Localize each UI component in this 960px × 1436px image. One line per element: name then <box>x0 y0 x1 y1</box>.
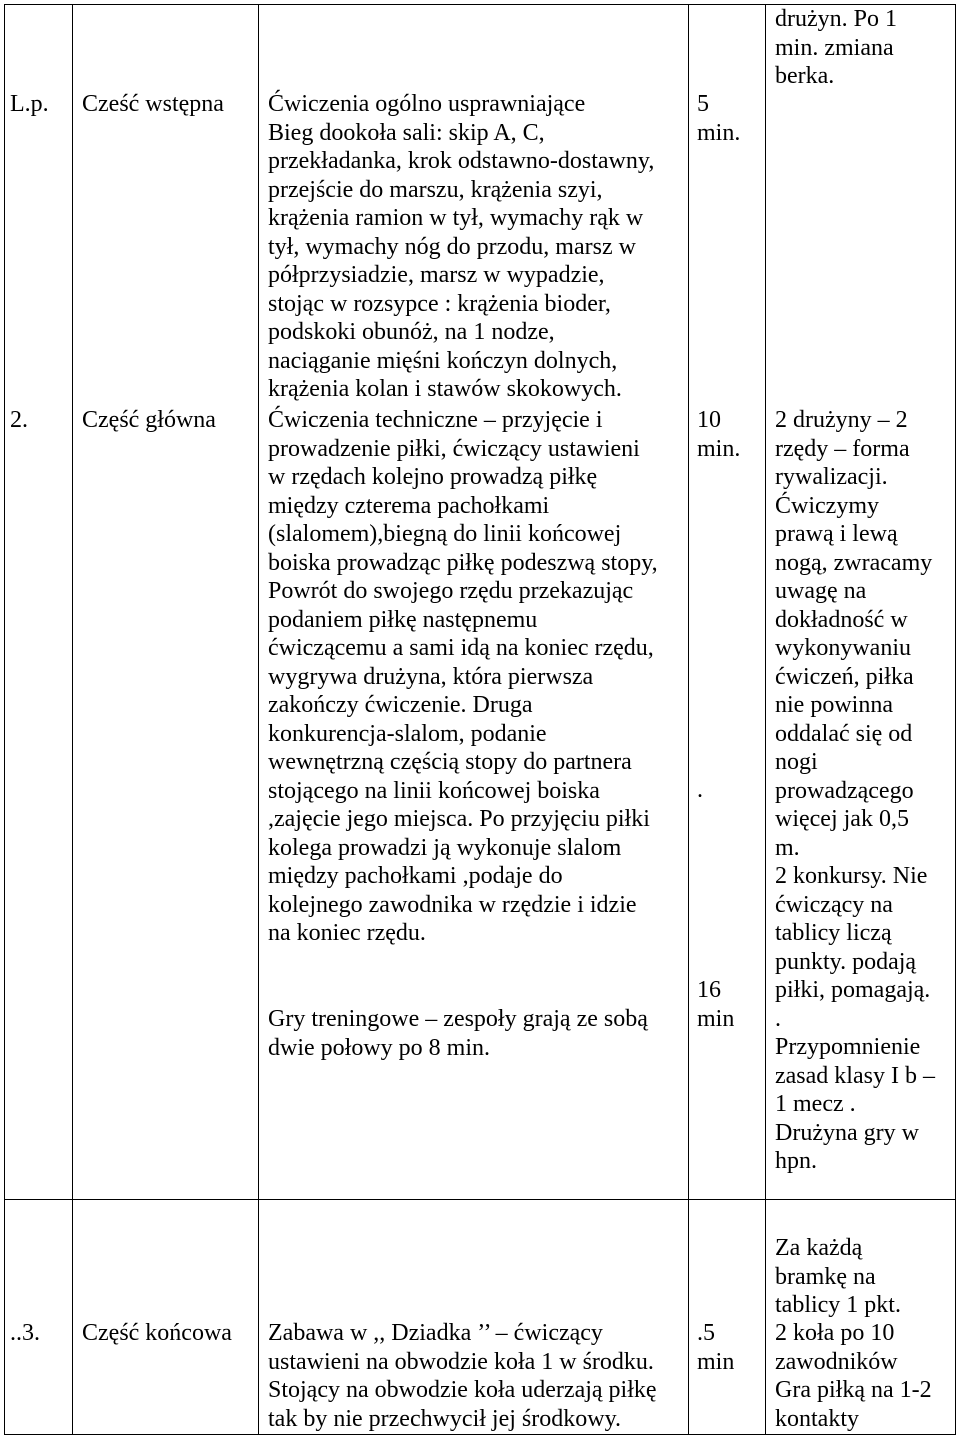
section-number: L.p. <box>10 91 49 117</box>
text-line: ćwiczącemu a sami idą na koniec rzędu, <box>268 635 654 661</box>
text-line: min. zmiana <box>775 34 894 61</box>
text-line: uwagę na <box>775 578 867 604</box>
text-line: Drużyna gry w <box>775 1119 919 1146</box>
notes-cell <box>775 1319 932 1433</box>
text-line: min <box>697 1348 735 1375</box>
text-line: wykonywaniu <box>775 635 911 661</box>
text-line: między czterema pachołkami <box>268 492 550 519</box>
text-line: nie powinna <box>775 692 893 718</box>
column-divider <box>688 4 689 1434</box>
text-line: . <box>775 1005 781 1032</box>
notes-carryover <box>775 5 897 91</box>
text-line: 16 <box>697 977 721 1003</box>
text-line: ustawieni na obwodzie koła 1 w środku. <box>268 1348 654 1375</box>
text-line: drużyn. Po 1 <box>775 6 897 32</box>
text-line: punkty. podają <box>775 948 917 975</box>
text-line: więcej jak 0,5 <box>775 806 909 832</box>
text-line: kolega prowadzi ją wykonuje slalom <box>268 834 622 861</box>
text-line: zakończy ćwiczenie. Druga <box>268 692 533 718</box>
text-line: 1 mecz . <box>775 1091 856 1117</box>
text-line: Stojący na obwodzie koła uderzają piłkę <box>268 1377 657 1403</box>
section-name: Część główna <box>82 407 216 433</box>
text-line: Ćwiczenia techniczne – przyjęcie i <box>268 407 603 433</box>
text-line: boiska prowadząc piłkę podeszwą stopy, <box>268 549 658 576</box>
exercise-description <box>268 406 658 948</box>
text-line: ćwiczeń, piłka <box>775 663 914 690</box>
text-line: tablicy 1 pkt. <box>775 1292 901 1318</box>
text-line: tak by nie przechwycił jej środkowy. <box>268 1405 622 1432</box>
text-line: m. <box>775 834 800 861</box>
text-line: min. <box>697 119 741 146</box>
text-line: naciąganie mięśni kończyn dolnych, <box>268 347 618 374</box>
text-line: prowadzenie piłki, ćwiczący ustawieni <box>268 435 640 462</box>
text-line: kolejnego zawodnika w rzędzie i idzie <box>268 891 637 918</box>
text-line: na koniec rzędu. <box>268 920 426 946</box>
text-line: min. <box>697 435 741 462</box>
text-line: 2 drużyny – 2 <box>775 407 908 433</box>
text-line: Powrót do swojego rzędu przekazując <box>268 578 634 604</box>
text-line: ćwiczący na <box>775 891 893 918</box>
text-line: min <box>697 1005 735 1032</box>
text-line: Ćwiczymy <box>775 492 879 519</box>
notes-continued <box>775 1234 901 1320</box>
text-line: Bieg dookoła sali: skip A, C, <box>268 119 545 146</box>
text-line: stojąc w rozsypce : krążenia bioder, <box>268 290 611 317</box>
text-line: hpn. <box>775 1148 817 1174</box>
text-line: berka. <box>775 63 835 89</box>
text-line: zawodników <box>775 1348 898 1375</box>
text-line: 2 konkursy. Nie <box>775 863 928 889</box>
text-line: krążenia kolan i stawów skokowych. <box>268 376 622 402</box>
text-line: w rzędach kolejno prowadzą piłkę <box>268 464 598 490</box>
text-line: podskoki obunóż, na 1 nodze, <box>268 319 555 345</box>
text-line: przekładanka, krok odstawno-dostawny, <box>268 148 655 174</box>
text-line: prawą i lewą <box>775 521 898 547</box>
text-line: prowadzącego <box>775 777 914 804</box>
exercise-description <box>268 90 654 404</box>
text-line: Gra piłką na 1-2 <box>775 1377 932 1403</box>
exercise-description <box>268 1319 657 1433</box>
text-line: przejście do marszu, krążenia szyi, <box>268 176 603 203</box>
text-line: .5 <box>697 1320 715 1346</box>
text-line: Ćwiczenia ogólno usprawniające <box>268 91 586 117</box>
time-cell <box>697 90 740 147</box>
text-line: (slalomem),biegną do linii końcowej <box>268 521 622 547</box>
text-line: podaniem piłkę następnemu <box>268 606 538 633</box>
text-line: Przypomnienie <box>775 1034 921 1060</box>
time-cell <box>697 406 740 463</box>
text-line: konkurencja-slalom, podanie <box>268 720 547 747</box>
text-line: między pachołkami ,podaje do <box>268 863 563 889</box>
text-line: dwie połowy po 8 min. <box>268 1034 490 1061</box>
text-line: Za każdą <box>775 1235 863 1261</box>
text-line: tył, wymachy nóg do przodu, marsz w <box>268 233 636 260</box>
text-line: nogą, zwracamy <box>775 549 933 576</box>
column-divider <box>72 4 73 1434</box>
table-right-border <box>955 4 956 1434</box>
section-name: Cześć wstępna <box>82 91 224 117</box>
text-line: krążenia ramion w tył, wymachy rąk w <box>268 205 644 231</box>
section-name: Część końcowa <box>82 1320 232 1346</box>
section-number: 2. <box>10 407 28 433</box>
text-line: stojącego na linii końcowej boiska <box>268 777 600 804</box>
table-left-border <box>4 4 5 1434</box>
text-line: oddalać się od <box>775 720 913 747</box>
column-divider <box>258 4 259 1434</box>
text-line: Zabawa w ,, Dziadka ’’ – ćwiczący <box>268 1320 603 1346</box>
time-mark: . <box>697 777 703 803</box>
text-line: wygrywa drużyna, która pierwsza <box>268 663 594 690</box>
section-number: ..3. <box>10 1320 40 1346</box>
text-line: tablicy liczą <box>775 920 892 946</box>
text-line: nogi <box>775 749 818 775</box>
text-line: półprzysiadzie, marsz w wypadzie, <box>268 262 605 288</box>
text-line: 10 <box>697 407 721 433</box>
text-line: 5 <box>697 91 709 117</box>
text-line: dokładność w <box>775 606 908 633</box>
table-row-divider <box>4 1199 956 1200</box>
text-line: Gry treningowe – zespoły grają ze sobą <box>268 1006 648 1032</box>
text-line: rzędy – forma <box>775 435 910 462</box>
text-line: wewnętrzną częścią stopy do partnera <box>268 749 632 775</box>
text-line: 2 koła po 10 <box>775 1320 895 1346</box>
text-line: kontakty <box>775 1405 859 1432</box>
text-line: piłki, pomagają. <box>775 977 931 1003</box>
games-description <box>268 1005 648 1062</box>
text-line: ,zajęcie jego miejsca. Po przyjęciu piłki <box>268 806 650 832</box>
text-line: bramkę na <box>775 1263 876 1290</box>
games-time-cell <box>697 976 734 1033</box>
text-line: zasad klasy I b – <box>775 1062 935 1089</box>
column-divider <box>765 4 766 1434</box>
text-line: rywalizacji. <box>775 464 888 490</box>
table-bottom-border <box>4 1434 956 1435</box>
time-cell <box>697 1319 734 1376</box>
notes-cell <box>775 406 935 1176</box>
